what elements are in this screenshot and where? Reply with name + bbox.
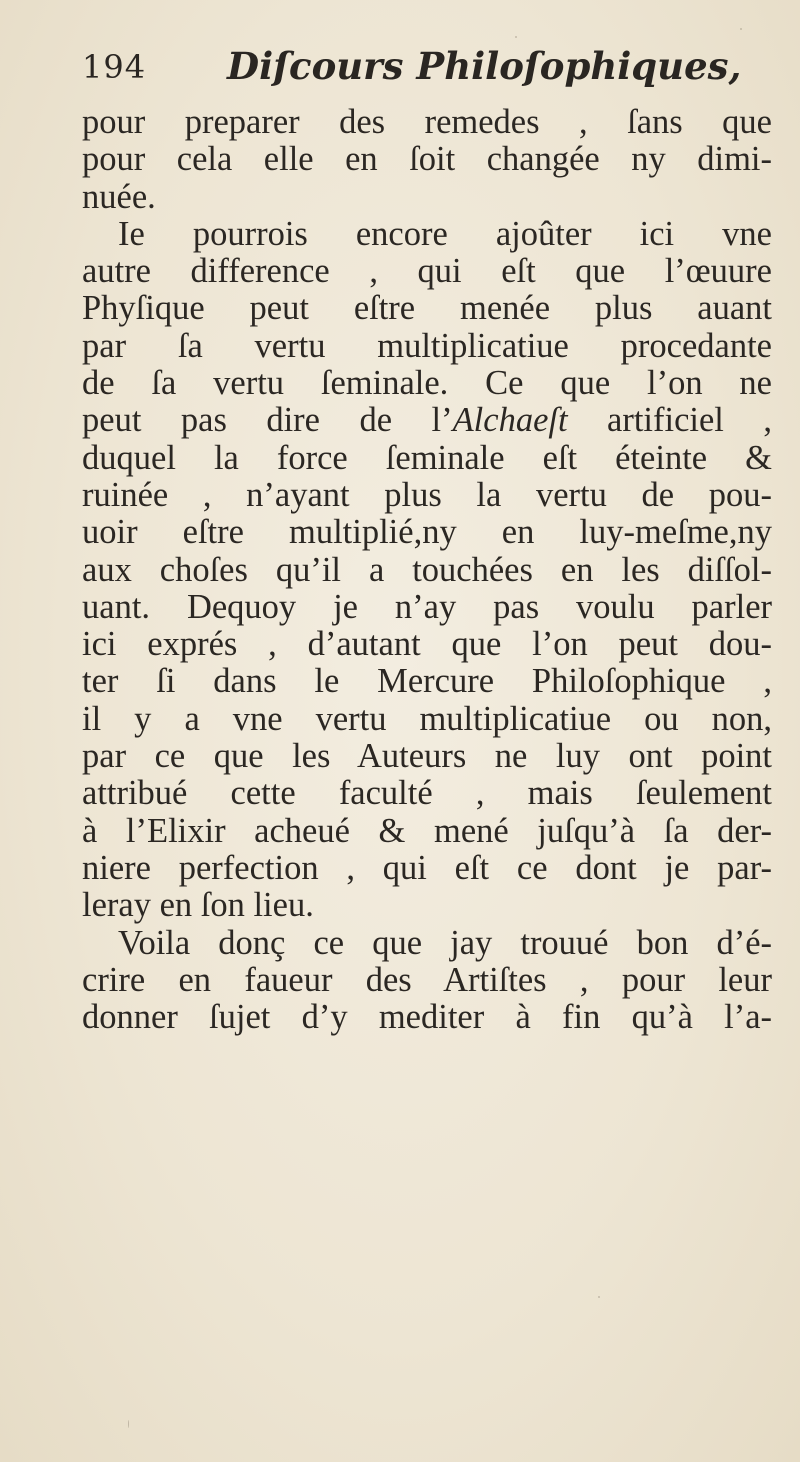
text-segment: peut pas dire de l’: [82, 401, 453, 440]
paper-speck: [740, 28, 742, 30]
paper-speck: [128, 1420, 129, 1428]
text-line: aux choſes qu’il a touchées en les diſſol-: [82, 550, 772, 589]
text-line: il y a vne vertu multiplicatiue ou non,: [82, 699, 772, 738]
text-line: crire en faueur des Artiſtes , pour leur: [82, 960, 772, 999]
text-line: de ſa vertu ſeminale. Ce que l’on ne: [82, 364, 772, 403]
text-line: ter ſi dans le Mercure Philoſophique ,: [82, 662, 772, 701]
running-title: Diſcours Philoſophiques,: [227, 44, 742, 88]
text-segment: artificiel ,: [567, 401, 772, 440]
text-line: uant. Dequoy je n’ay pas voulu parler: [82, 587, 772, 626]
text-line: pour cela elle en ſoit changée ny dimi-: [82, 140, 772, 179]
text-line: par ce que les Auteurs ne luy ont point: [82, 737, 772, 776]
text-line: uoir eſtre multiplié,ny en luy-meſme,ny: [82, 513, 772, 552]
paper-speck: [515, 36, 517, 38]
text-line: Voila donç ce que jay trouué bon d’é-: [118, 923, 772, 962]
text-line: ici exprés , d’autant que l’on peut dou-: [82, 625, 772, 664]
text-line: pour preparer des remedes , ſans que: [82, 103, 772, 141]
page-number: 194: [82, 48, 147, 86]
text-line: Ie pourrois encore ajoûter ici vne: [118, 214, 772, 253]
text-line: attribué cette faculté , mais ſeulement: [82, 774, 772, 813]
text-line: par ſa vertu multiplicatiue procedante: [82, 326, 772, 365]
text-line: niere perfection , qui eſt ce dont je par-: [82, 848, 772, 887]
body-text: [82, 104, 772, 1036]
text-line: ruinée , n’ayant plus la vertu de pou-: [82, 475, 772, 514]
text-line: leray en ſon lieu.: [82, 886, 314, 925]
paper-speck: [598, 1296, 600, 1298]
text-line: duquel la force ſeminale eſt éteinte &: [82, 438, 772, 477]
text-line: à l’Elixir acheué & mené juſqu’à ſa der-: [82, 811, 772, 850]
text-line: autre difference , qui eſt que l’œuure: [82, 252, 772, 291]
text-line: nuée.: [82, 177, 156, 216]
text-line: donner ſujet d’y mediter à fin qu’à l’a-: [82, 998, 772, 1037]
italic-term: Alchaeſt: [452, 401, 568, 440]
text-line: [82, 402, 772, 439]
text-line: Phyſique peut eſtre menée plus auant: [82, 289, 772, 328]
